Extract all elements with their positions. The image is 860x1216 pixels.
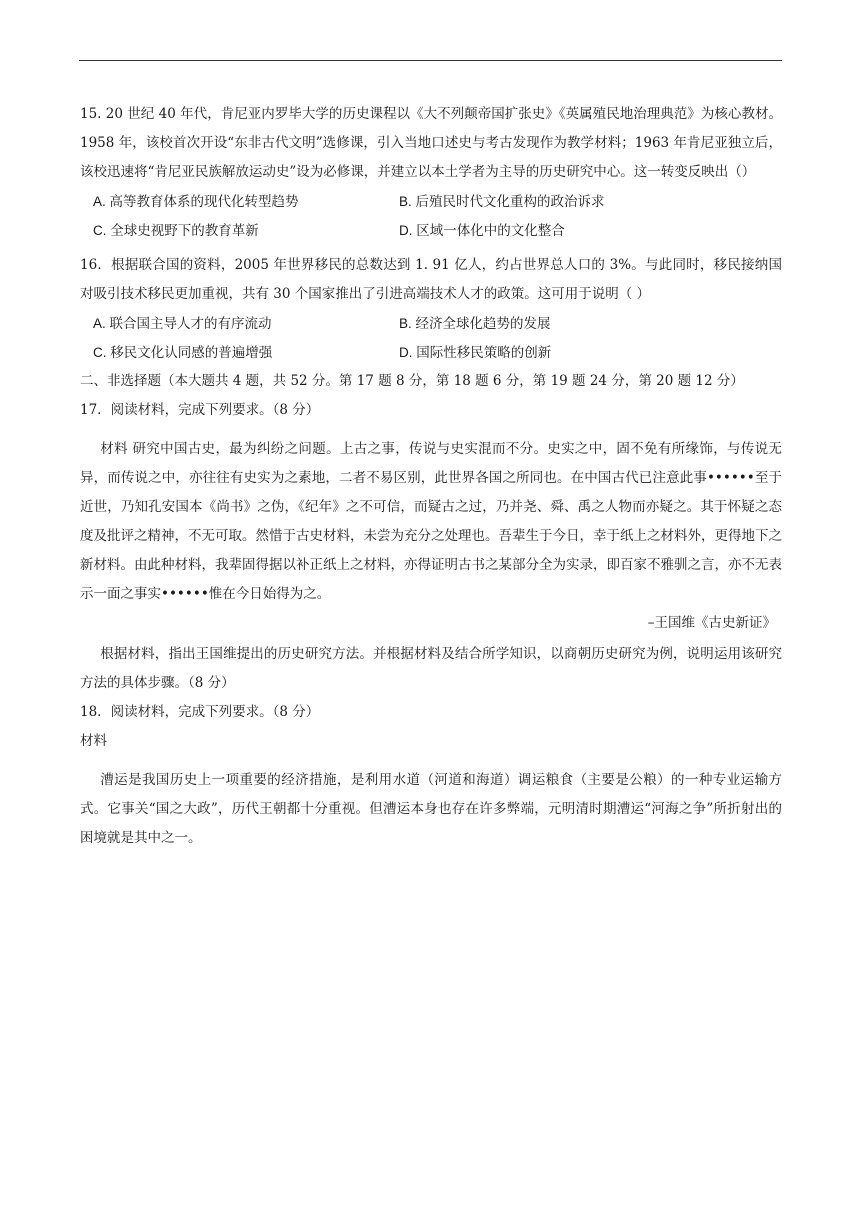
option-15-c: C. 全球史视野下的教育革新 xyxy=(93,223,259,238)
section-2-heading: 二、非选择题（本大题共 4 题，共 52 分。第 17 题 8 分，第 18 题 6 分，第 19 题 24 分，第 20 题 12 分） xyxy=(80,373,744,389)
option-16-d: D. 国际性移民策略的创新 xyxy=(399,345,552,360)
option-16-a: A. 联合国主导人才的有序流动 xyxy=(93,316,272,331)
option-15-d: D. 区域一体化中的文化整合 xyxy=(399,223,565,238)
question-18-material: 漕运是我国历史上一项重要的经济措施，是利用水道（河道和海道）调运粮食（主要是公粮）的一种专业运输方式。它事关“国之大政”，历代王朝都十分重视。但漕运本身也存在许多弊端，元明清时期漕运“河海之争”所折射出的困境就是其中之一。 xyxy=(80,772,782,846)
option-16-c: C. 移民文化认同感的普遍增强 xyxy=(93,345,273,360)
question-15-stem: 15. 20 世纪 40 年代，肯尼亚内罗毕大学的历史课程以《大不列颠帝国扩张史》《英属殖民地治理典范》为核心教材。1958 年，该校首次开设“东非古代文明”选修课，引入当地口述史与考古发现作为教学材料；1963 年肯尼亚独立后，该校迅速将“肯尼亚民族解放运动史”设为必修课，并建立以本土学者为主导的历史研究中心。这一转变反映出（） xyxy=(80,106,782,180)
question-17-source: –王国维《古史新证》 xyxy=(647,615,776,631)
option-16-b: B. 经济全球化趋势的发展 xyxy=(399,316,551,331)
document-body xyxy=(80,100,782,853)
question-15-options xyxy=(80,187,782,245)
question-16-options xyxy=(80,309,782,367)
question-18-title: 18．阅读材料，完成下列要求。（8 分） xyxy=(80,704,320,720)
question-18-material-label: 材料 xyxy=(80,733,107,749)
question-17-title: 17．阅读材料，完成下列要求。（8 分） xyxy=(80,402,320,418)
option-15-b: B. 后殖民时代文化重构的政治诉求 xyxy=(399,194,605,209)
question-17-material: 材料 研究中国古史，最为纠纷之问题。上古之事，传说与史实混而不分。史实之中，固不免有所缘饰，与传说无异，而传说之中，亦往往有史实为之素地，二者不易区别，此世界各国之所同也。在中国古代已注意此事••••••至于近世，乃知孔安国本《尚书》之伪，《纪年》之不可信，而疑古之过，乃并尧、舜、禹之人物而亦疑之。其于怀疑之态度及批评之精神，不无可取。然惜于古史材料，未尝为充分之处理也。吾辈生于今日，幸于纸上之材料外，更得地下之新材料。由此种材料，我辈固得据以补正纸上之材料，亦得证明古书之某部分全为实录，即百家不雅驯之言，亦不无表示一面之事实••••••惟在今日始得为之。 xyxy=(80,441,782,602)
header-rule xyxy=(79,60,782,61)
question-17-requirement: 根据材料，指出王国维提出的历史研究方法。并根据材料及结合所学知识，以商朝历史研究为例，说明运用该研究方法的具体步骤。（8 分） xyxy=(80,646,782,691)
question-16-stem: 16．根据联合国的资料，2005 年世界移民的总数达到 1. 91 亿人，约占世界总人口的 3%。与此同时，移民接纳国对吸引技术移民更加重视，共有 30 个国家推出了引进高端技术人才的政策。这可用于说明（ ） xyxy=(80,257,782,302)
option-15-a: A. 高等教育体系的现代化转型趋势 xyxy=(93,194,299,209)
